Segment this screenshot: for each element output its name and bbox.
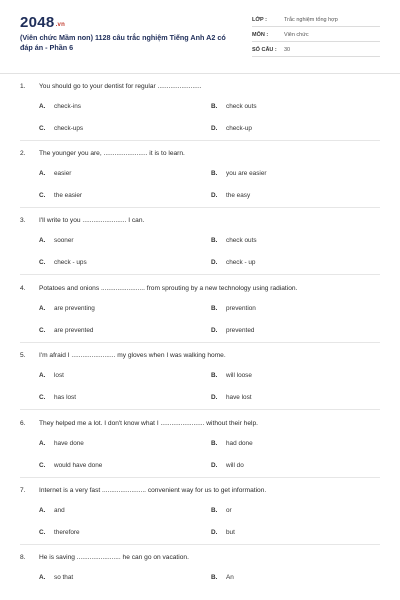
logo[interactable] <box>20 14 65 31</box>
question-8 <box>20 545 380 600</box>
option-letter: B. <box>211 440 218 447</box>
option-letter: C. <box>39 394 46 401</box>
option-a[interactable] <box>39 507 65 514</box>
option-letter: B. <box>211 170 218 177</box>
option-b[interactable] <box>211 372 252 379</box>
option-text: will do <box>226 462 244 469</box>
option-letter: B. <box>211 237 218 244</box>
option-a[interactable] <box>39 237 74 244</box>
option-c[interactable] <box>39 327 93 334</box>
option-b[interactable] <box>211 170 267 177</box>
option-text: the easy <box>226 192 251 199</box>
meta-count <box>252 44 380 57</box>
option-text: will loose <box>226 372 252 379</box>
option-d[interactable] <box>211 192 250 199</box>
question-1 <box>20 74 380 141</box>
option-text: had done <box>226 440 253 447</box>
page-title: (Viên chức Mầm non) 1128 câu trắc nghiệm Tiếng Anh A2 có đáp án - Phần 6 <box>20 33 226 52</box>
option-a[interactable] <box>39 170 71 177</box>
question-prompt: Potatoes and onions ........................ from sprouting by a new technology using radiation. <box>39 285 298 292</box>
option-text: or <box>226 507 232 514</box>
question-prompt: I'll write to you ........................ I can. <box>39 217 145 224</box>
option-text: check-ins <box>54 103 81 110</box>
option-text: check outs <box>226 103 257 110</box>
option-letter: D. <box>211 259 218 266</box>
option-a[interactable] <box>39 305 95 312</box>
meta-count-label: SỐ CÂU : <box>252 47 277 53</box>
option-text: easier <box>54 170 72 177</box>
option-text: check-ups <box>54 125 84 132</box>
option-a[interactable] <box>39 103 81 110</box>
option-text: sooner <box>54 237 74 244</box>
option-letter: C. <box>39 192 46 199</box>
option-letter: B. <box>211 574 218 581</box>
option-b[interactable] <box>211 507 232 514</box>
option-c[interactable] <box>39 394 76 401</box>
question-number: 6. <box>20 420 26 427</box>
option-text: are prevented <box>54 327 94 334</box>
option-letter: D. <box>211 125 218 132</box>
question-text <box>20 352 226 359</box>
option-letter: C. <box>39 259 46 266</box>
option-d[interactable] <box>211 529 235 536</box>
option-c[interactable] <box>39 192 82 199</box>
option-c[interactable] <box>39 259 87 266</box>
option-letter: B. <box>211 507 218 514</box>
option-letter: C. <box>39 529 46 536</box>
question-number: 8. <box>20 554 26 561</box>
option-a[interactable] <box>39 574 73 581</box>
option-text: are preventing <box>54 305 95 312</box>
option-b[interactable] <box>211 440 253 447</box>
meta-subject <box>252 29 380 42</box>
option-text: check-up <box>226 125 252 132</box>
option-d[interactable] <box>211 462 244 469</box>
option-text: lost <box>54 372 64 379</box>
option-letter: A. <box>39 372 46 379</box>
option-letter: A. <box>39 305 46 312</box>
option-c[interactable] <box>39 462 102 469</box>
option-text: and <box>54 507 65 514</box>
option-text: check outs <box>226 237 257 244</box>
option-letter: A. <box>39 507 46 514</box>
option-d[interactable] <box>211 259 255 266</box>
option-text: have lost <box>226 394 252 401</box>
meta-count-value: 30 <box>284 47 291 53</box>
option-text: you are easier <box>226 170 267 177</box>
question-number: 5. <box>20 352 26 359</box>
option-a[interactable] <box>39 372 64 379</box>
option-letter: D. <box>211 192 218 199</box>
question-4 <box>20 276 380 343</box>
option-d[interactable] <box>211 394 252 401</box>
option-text: therefore <box>54 529 80 536</box>
option-letter: A. <box>39 574 46 581</box>
option-text: but <box>226 529 235 536</box>
option-text: would have done <box>54 462 103 469</box>
option-letter: D. <box>211 394 218 401</box>
option-text: the easier <box>54 192 83 199</box>
option-letter: D. <box>211 462 218 469</box>
option-b[interactable] <box>211 237 257 244</box>
meta-class-label: LỚP : <box>252 17 267 23</box>
question-text <box>20 420 258 427</box>
option-letter: C. <box>39 125 46 132</box>
question-7 <box>20 478 380 545</box>
meta-subject-value: Viên chức <box>284 32 309 38</box>
option-letter: A. <box>39 237 46 244</box>
question-text <box>20 487 266 494</box>
option-text: An <box>226 574 234 581</box>
option-b[interactable] <box>211 574 234 581</box>
question-text <box>20 83 202 90</box>
question-text <box>20 554 189 561</box>
option-letter: C. <box>39 327 46 334</box>
question-6 <box>20 411 380 478</box>
question-number: 7. <box>20 487 26 494</box>
question-text <box>20 150 185 157</box>
option-b[interactable] <box>211 305 256 312</box>
question-prompt: Internet is a very fast ........................ convenient way for us to get information. <box>39 487 267 494</box>
option-letter: A. <box>39 103 46 110</box>
option-letter: D. <box>211 327 218 334</box>
option-b[interactable] <box>211 103 257 110</box>
question-3 <box>20 208 380 275</box>
question-number: 1. <box>20 83 26 90</box>
logo-tld: .vn <box>55 22 66 28</box>
option-c[interactable] <box>39 125 83 132</box>
option-text: have done <box>54 440 84 447</box>
option-c[interactable] <box>39 529 80 536</box>
question-prompt: He is saving ........................ he can go on vacation. <box>39 554 189 561</box>
option-a[interactable] <box>39 440 84 447</box>
option-letter: D. <box>211 529 218 536</box>
option-d[interactable] <box>211 327 254 334</box>
question-number: 3. <box>20 217 26 224</box>
option-letter: A. <box>39 440 46 447</box>
option-text: prevention <box>226 305 256 312</box>
logo-text: 2048 <box>20 14 55 31</box>
meta-class-value: Trắc nghiệm tổng hợp <box>284 17 338 23</box>
option-text: check - up <box>226 259 256 266</box>
meta-class <box>252 14 380 27</box>
option-letter: B. <box>211 372 218 379</box>
option-d[interactable] <box>211 125 252 132</box>
option-text: prevented <box>226 327 255 334</box>
option-text: so that <box>54 574 74 581</box>
question-text <box>20 217 144 224</box>
option-letter: A. <box>39 170 46 177</box>
question-number: 4. <box>20 285 26 292</box>
option-letter: B. <box>211 103 218 110</box>
option-letter: B. <box>211 305 218 312</box>
question-5 <box>20 343 380 410</box>
question-prompt: You should go to your dentist for regular ........................ <box>39 83 202 90</box>
question-2 <box>20 141 380 208</box>
header <box>0 0 400 74</box>
option-text: has lost <box>54 394 77 401</box>
question-prompt: The younger you are, ........................ it is to learn. <box>39 150 185 157</box>
option-letter: C. <box>39 462 46 469</box>
option-text: check - ups <box>54 259 87 266</box>
question-prompt: They helped me a lot. I don't know what I ........................ without their help. <box>39 420 258 427</box>
meta-subject-label: MÔN : <box>252 32 269 38</box>
question-text <box>20 285 297 292</box>
question-number: 2. <box>20 150 26 157</box>
question-prompt: I'm afraid I ........................ my gloves when I was walking home. <box>39 352 226 359</box>
